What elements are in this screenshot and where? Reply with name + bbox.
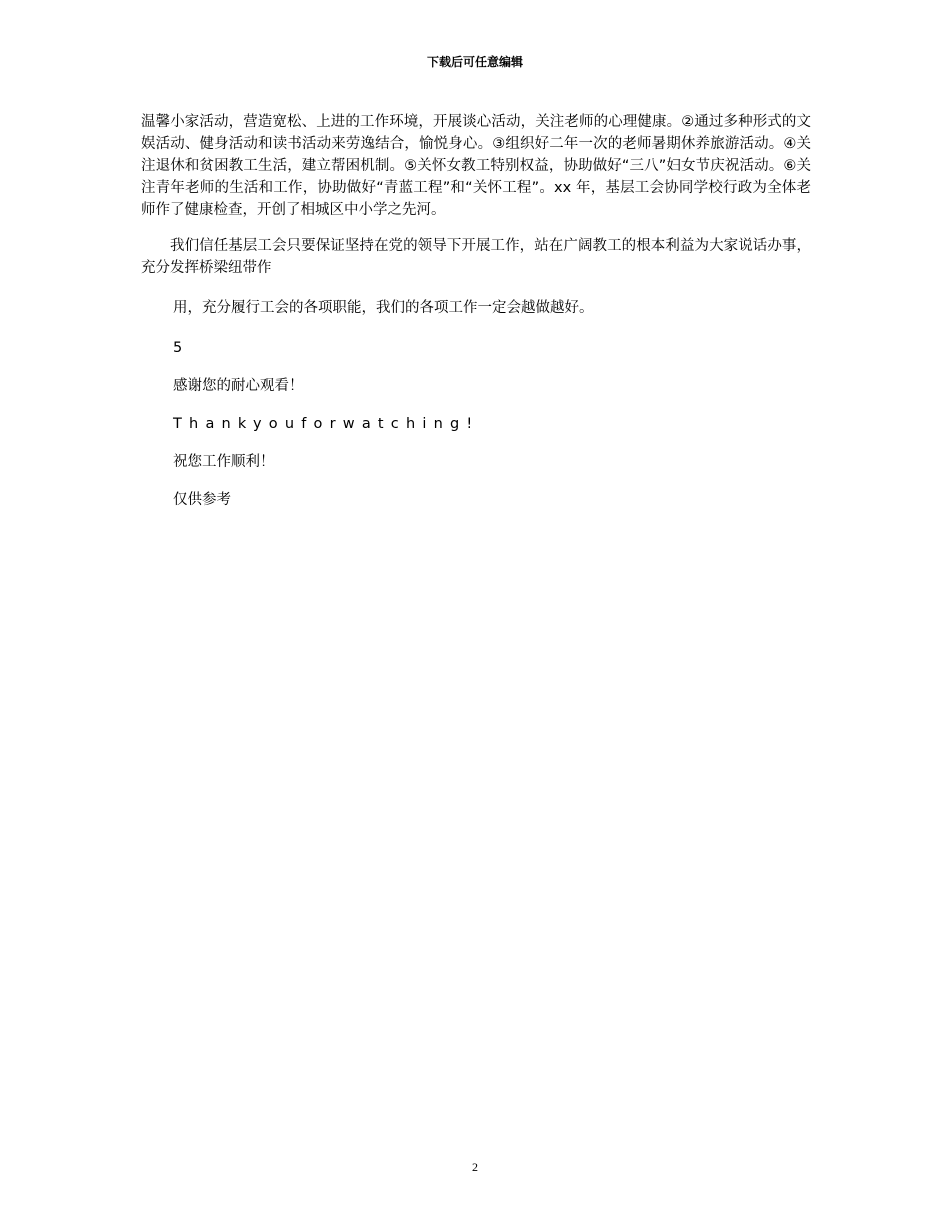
page-number: 2: [472, 1160, 478, 1174]
paragraph-trust: 我们信任基层工会只要保证坚持在党的领导下开展工作，站在广阔教工的根本利益为大家说话办事，充分发挥桥梁纽带作: [141, 238, 811, 276]
inline-page-marker: 5: [173, 340, 183, 356]
thanks-english: Thankyouforwatching!: [173, 416, 480, 432]
thanks-chinese: 感谢您的耐心观看！: [173, 378, 304, 394]
reference-note: 仅供参考: [173, 492, 231, 508]
wish-text: 祝您工作顺利！: [173, 454, 275, 470]
document-body: [141, 111, 811, 511]
page-header: 下载后可任意编辑: [426, 55, 523, 69]
paragraph-activities: 温馨小家活动，营造宽松、上进的工作环境，开展谈心活动，关注老师的心理健康。②通过多种形式的文娱活动、健身活动和读书活动来劳逸结合，愉悦身心。③组织好二年一次的老师暑期休养旅游活动。④关注退休和贫困教工生活，建立帮困机制。⑤关怀女教工特别权益，协助做好“三八”妇女节庆祝活动。⑥关注青年老师的生活和工作，协助做好“青蓝工程”和“关怀工程”。xx 年，基层工会协同学校行政为全体老师作了健康检查，开创了相城区中小学之先河。: [141, 114, 811, 218]
paragraph-conclusion: 用，充分履行工会的各项职能，我们的各项工作一定会越做越好。: [173, 300, 594, 316]
